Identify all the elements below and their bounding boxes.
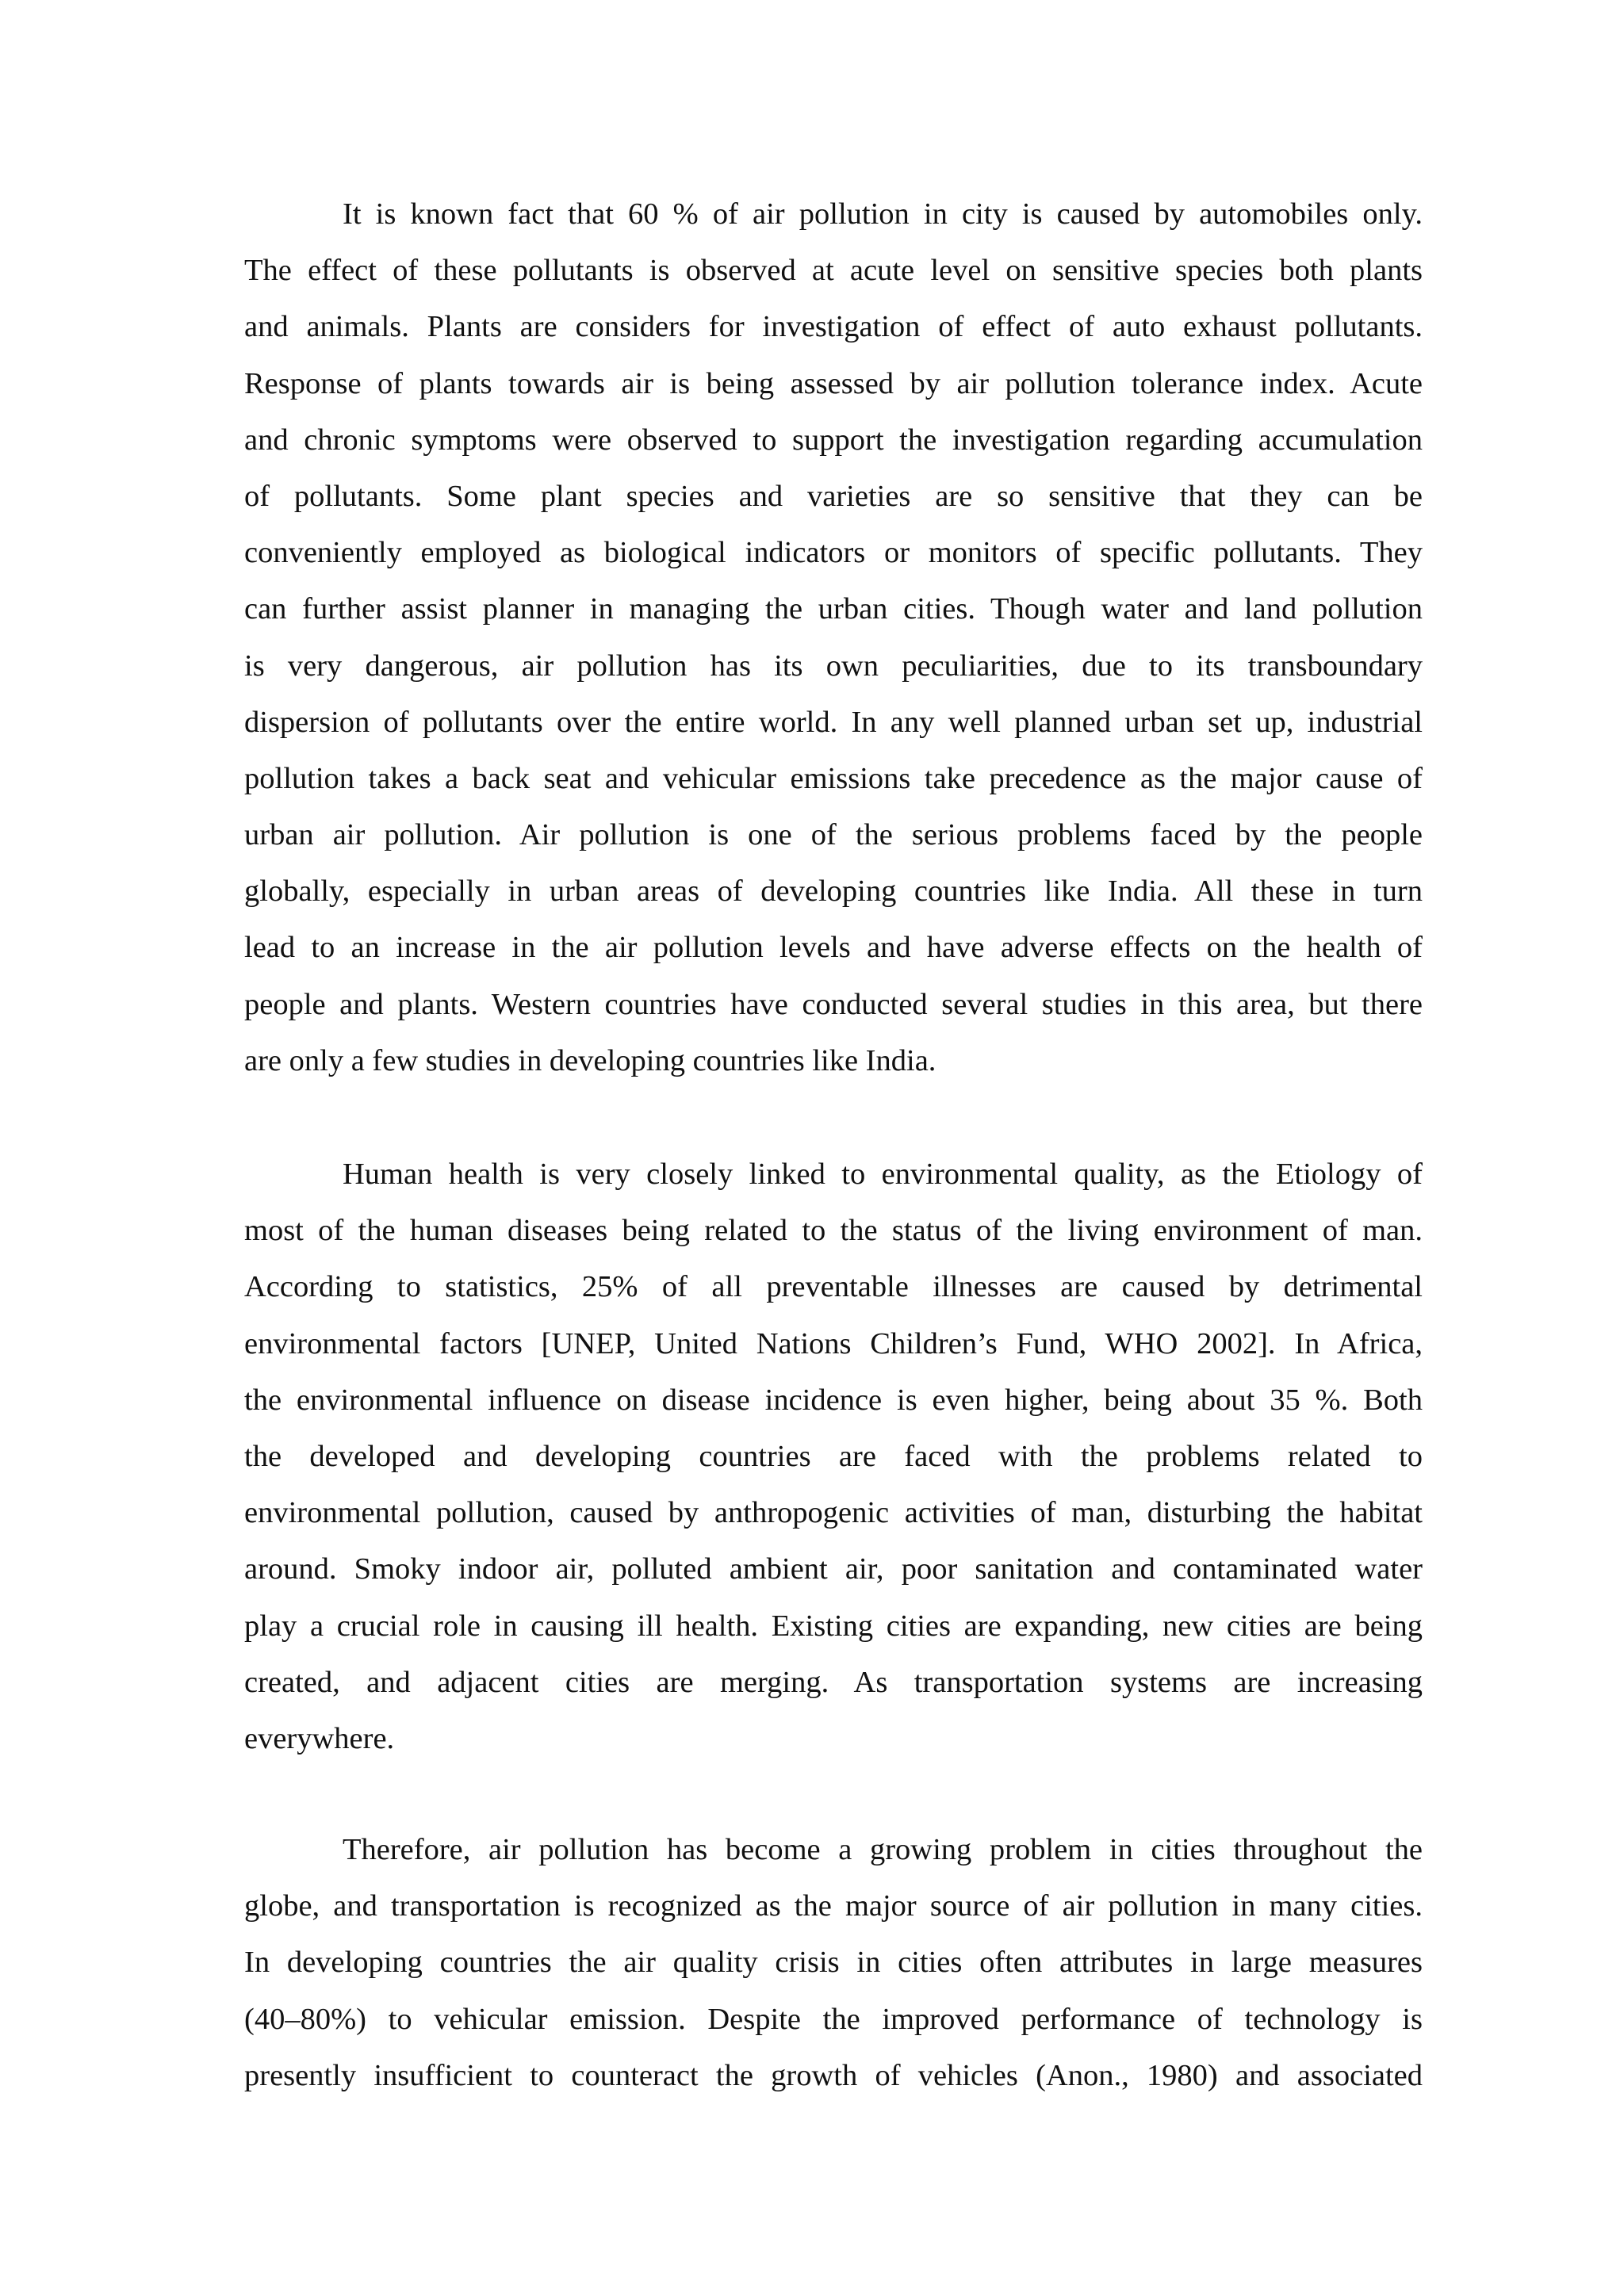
paragraph-line: lead to an increase in the air pollution levels and have adverse effects on the health of xyxy=(244,931,1423,965)
paragraph-line: are only a few studies in developing countries like India. xyxy=(244,1043,936,1077)
paragraph-line: the developed and developing countries are faced with the problems related to xyxy=(244,1439,1423,1473)
paragraph-line: In developing countries the air quality crisis in cities often attributes in large measures xyxy=(244,1946,1423,1980)
paragraph-line: environmental pollution, caused by anthropogenic activities of man, disturbing the habitat xyxy=(244,1496,1423,1530)
paragraph-line: globe, and transportation is recognized as the major source of air pollution in many cities. xyxy=(244,1889,1423,1923)
paragraph-1 xyxy=(244,186,1423,1089)
paragraph-line: play a crucial role in causing ill health. Existing cities are expanding, new cities are being xyxy=(244,1609,1423,1643)
paragraph-line: people and plants. Western countries have conducted several studies in this area, but there xyxy=(244,987,1423,1021)
paragraph-line: conveniently employed as biological indicators or monitors of specific pollutants. They xyxy=(244,536,1423,570)
paragraph-line: Response of plants towards air is being assessed by air pollution tolerance index. Acute xyxy=(244,366,1423,400)
paragraph-line: globally, especially in urban areas of developing countries like India. All these in turn xyxy=(244,874,1423,909)
paragraph-line: is very dangerous, air pollution has its own peculiarities, due to its transboundary xyxy=(244,649,1423,683)
paragraph-line: the environmental influence on disease incidence is even higher, being about 35 %. Both xyxy=(244,1383,1423,1417)
paragraph-line: of pollutants. Some plant species and varieties are so sensitive that they can be xyxy=(244,479,1423,513)
paragraph-line: can further assist planner in managing the urban cities. Though water and land pollution xyxy=(244,592,1423,626)
paragraph-line: It is known fact that 60 % of air pollution in city is caused by automobiles only. xyxy=(343,197,1423,231)
paragraph-line: most of the human diseases being related to the status of the living environment of man. xyxy=(244,1214,1423,1248)
paragraph-line: presently insufficient to counteract the growth of vehicles (Anon., 1980) and associated xyxy=(244,2058,1423,2092)
paragraph-line: everywhere. xyxy=(244,1721,395,1755)
paragraph-line: created, and adjacent cities are merging. As transportation systems are increasing xyxy=(244,1665,1423,1699)
paragraph-line: urban air pollution. Air pollution is one of the serious problems faced by the people xyxy=(244,818,1423,852)
paragraph-line: around. Smoky indoor air, polluted ambient air, poor sanitation and contaminated water xyxy=(244,1552,1423,1586)
paragraph-3 xyxy=(244,1822,1423,2104)
paragraph-line: Therefore, air pollution has become a growing problem in cities throughout the xyxy=(343,1833,1423,1866)
paragraph-line: pollution takes a back seat and vehicular emissions take precedence as the major cause of xyxy=(244,761,1423,795)
paragraph-line: and chronic symptoms were observed to support the investigation regarding accumulation xyxy=(244,423,1423,457)
paragraph-2 xyxy=(244,1146,1423,1767)
paragraph-line: environmental factors [UNEP, United Nations Children’s Fund, WHO 2002]. In Africa, xyxy=(244,1326,1423,1360)
paragraph-line: dispersion of pollutants over the entire world. In any well planned urban set up, industrial xyxy=(244,705,1423,739)
paragraph-line: Human health is very closely linked to environmental quality, as the Etiology of xyxy=(343,1158,1423,1191)
paragraph-line: According to statistics, 25% of all preventable illnesses are caused by detrimental xyxy=(244,1270,1423,1304)
paragraph-line: and animals. Plants are considers for investigation of effect of auto exhaust pollutants. xyxy=(244,310,1423,344)
paragraph-line: (40–80%) to vehicular emission. Despite the improved performance of technology is xyxy=(244,2002,1423,2036)
paragraph-line: The effect of these pollutants is observed at acute level on sensitive species both plants xyxy=(244,254,1423,288)
